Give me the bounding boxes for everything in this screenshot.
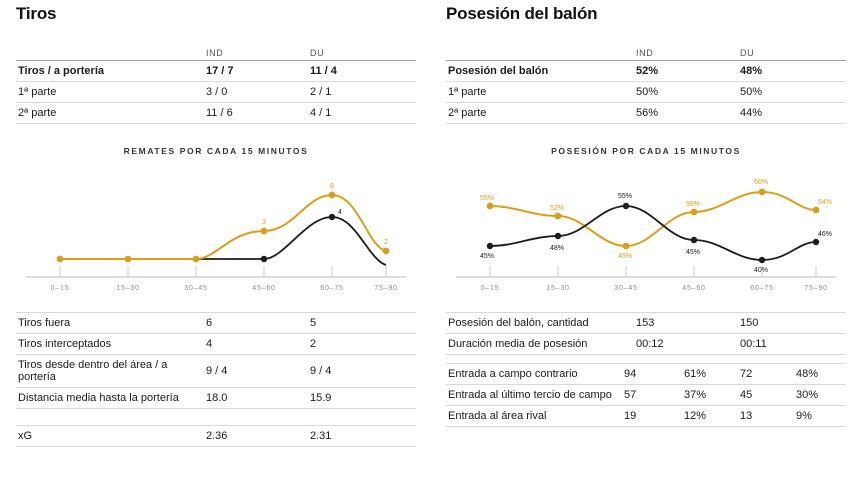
row-label: Posesión del balón, cantidad — [446, 313, 634, 334]
label-du-15-30: 48% — [550, 245, 565, 252]
row-value-ind-pct: 37% — [682, 385, 738, 406]
row-value-du: 9 / 4 — [308, 355, 416, 388]
header-team-ind: IND — [206, 48, 224, 58]
row-value-ind: 18.0 — [204, 388, 308, 409]
xtick-label-0: 0–15 — [480, 285, 500, 292]
row-label: Tiros desde dentro del área / a portería — [16, 355, 204, 388]
row-label: 1ª parte — [446, 82, 634, 103]
row-label: Posesión del balón — [446, 61, 634, 82]
label-ind-75-90: 2 — [384, 239, 388, 246]
point-ind-75-90 — [383, 248, 390, 255]
xtick-label-3: 45–60 — [252, 285, 276, 292]
series-du-line — [60, 217, 386, 265]
label-ind-75-90: 54% — [818, 199, 833, 206]
row-value-du: 00:11 — [738, 334, 846, 355]
label-du-60-75: 40% — [754, 267, 769, 274]
label-ind-45-60: 3 — [262, 219, 266, 226]
point-ind-45-60 — [691, 209, 698, 216]
row-label: Entrada a campo contrario — [446, 364, 622, 385]
label-ind-45-60: 55% — [686, 201, 701, 208]
row-label: 1ª parte — [16, 82, 204, 103]
shots-summary-table — [16, 44, 416, 124]
row-value-du-count: 45 — [738, 385, 794, 406]
xtick-label-4: 60–75 — [750, 285, 774, 292]
chart-possession-svg — [446, 162, 846, 302]
table-row — [16, 388, 416, 409]
table-row — [16, 355, 416, 388]
row-value-ind: 3 / 0 — [204, 82, 308, 103]
chart-title-shots: REMATES POR CADA 15 MINUTOS — [123, 146, 309, 156]
label-du-0-15: 45% — [480, 253, 495, 260]
table-row — [16, 82, 416, 103]
point-ind-60-75 — [759, 189, 766, 196]
row-value-du: 2 / 1 — [308, 82, 416, 103]
row-value-ind: 6 — [204, 313, 308, 334]
label-du-30-45: 55% — [618, 193, 633, 200]
table-row — [16, 313, 416, 334]
row-value-ind-count: 19 — [622, 406, 682, 427]
row-label: 2ª parte — [446, 103, 634, 124]
table-row — [446, 364, 846, 385]
point-du-0-15 — [487, 243, 493, 249]
row-value-ind: 2.36 — [204, 426, 308, 447]
point-ind-15-30 — [555, 213, 562, 220]
row-value-ind-pct: 12% — [682, 406, 738, 427]
label-ind-15-30: 52% — [550, 205, 565, 212]
label-ind-60-75: 6 — [330, 183, 334, 190]
row-label: 2ª parte — [16, 103, 204, 124]
row-label-xg: xG — [16, 426, 204, 447]
row-value-du: 15.9 — [308, 388, 416, 409]
point-ind-45-60 — [261, 228, 268, 235]
row-label: Entrada al área rival — [446, 406, 622, 427]
table-row — [446, 61, 846, 82]
point-ind-0-15 — [57, 256, 64, 263]
row-value-ind: 4 — [204, 334, 308, 355]
entries-table — [446, 363, 846, 427]
page-title-right: Posesión del balón — [446, 4, 598, 23]
row-value-du-count: 13 — [738, 406, 794, 427]
chart-possession-per-15min — [446, 162, 846, 312]
xtick-label-5: 75–90 — [804, 285, 828, 292]
xtick-label-4: 60–75 — [320, 285, 344, 292]
row-value-du: 44% — [738, 103, 846, 124]
label-du-75-90: 46% — [818, 231, 833, 238]
row-value-ind: 11 / 6 — [204, 103, 308, 124]
panel-tiros — [16, 0, 416, 447]
point-du-45-60 — [261, 256, 267, 262]
row-value-ind: 17 / 7 — [204, 61, 308, 82]
row-value-du-count: 72 — [738, 364, 794, 385]
label-ind-30-45: 45% — [618, 253, 633, 260]
table-header-row — [446, 44, 846, 61]
row-value-du-pct: 48% — [794, 364, 846, 385]
table-row — [446, 385, 846, 406]
xtick-label-3: 45–60 — [682, 285, 706, 292]
label-ind-0-15: 55% — [480, 195, 495, 202]
shots-detail-table — [16, 312, 416, 447]
table-row — [16, 103, 416, 124]
xtick-label-2: 30–45 — [184, 285, 208, 292]
table-row — [16, 334, 416, 355]
header-team-du: DU — [740, 48, 755, 58]
row-value-du-pct: 9% — [794, 406, 846, 427]
row-value-du: 4 / 1 — [308, 103, 416, 124]
point-ind-15-30 — [125, 256, 132, 263]
label-du-45-60: 45% — [686, 249, 701, 256]
label-ind-60-75: 60% — [754, 179, 769, 186]
table-spacer — [16, 409, 416, 426]
row-value-ind: 00:12 — [634, 334, 738, 355]
point-du-45-60 — [691, 237, 697, 243]
point-du-15-30 — [555, 233, 561, 239]
point-du-60-75 — [329, 214, 335, 220]
row-label: Tiros fuera — [16, 313, 204, 334]
point-du-30-45 — [623, 203, 629, 209]
row-value-ind-count: 57 — [622, 385, 682, 406]
row-value-ind-count: 94 — [622, 364, 682, 385]
series-ind-line — [60, 195, 386, 259]
point-ind-75-90 — [813, 207, 820, 214]
row-value-ind: 9 / 4 — [204, 355, 308, 388]
table-row — [446, 334, 846, 355]
table-row — [446, 103, 846, 124]
row-value-du: 150 — [738, 313, 846, 334]
panel-posesion — [446, 0, 846, 427]
row-label: Tiros / a portería — [16, 61, 204, 82]
table-header-row — [16, 44, 416, 61]
row-value-ind-pct: 61% — [682, 364, 738, 385]
row-value-du: 2.31 — [308, 426, 416, 447]
row-value-ind: 50% — [634, 82, 738, 103]
chart-title-possession: POSESIÓN POR CADA 15 MINUTOS — [551, 146, 741, 156]
table-row — [446, 82, 846, 103]
table-row — [16, 426, 416, 447]
header-blank — [16, 44, 204, 61]
xtick-label-5: 75–90 — [374, 285, 398, 292]
header-team-ind: IND — [636, 48, 654, 58]
point-ind-30-45 — [193, 256, 200, 263]
possession-detail-table — [446, 312, 846, 355]
table-row — [16, 61, 416, 82]
xtick-label-0: 0–15 — [50, 285, 70, 292]
xtick-label-2: 30–45 — [614, 285, 638, 292]
row-label: Entrada al último tercio de campo — [446, 385, 622, 406]
table-row — [446, 406, 846, 427]
row-value-du: 5 — [308, 313, 416, 334]
row-value-ind: 153 — [634, 313, 738, 334]
chart-shots-per-15min — [16, 162, 416, 312]
row-value-ind: 52% — [634, 61, 738, 82]
row-value-du: 2 — [308, 334, 416, 355]
table-row — [446, 313, 846, 334]
point-du-60-75 — [759, 257, 765, 263]
table-gap — [446, 355, 846, 363]
header-team-du: DU — [310, 48, 325, 58]
label-du-60-75: 4 — [338, 209, 342, 216]
point-ind-60-75 — [329, 192, 336, 199]
point-ind-0-15 — [487, 203, 494, 210]
page-title-left: Tiros — [16, 4, 57, 23]
row-value-du: 50% — [738, 82, 846, 103]
row-value-du: 48% — [738, 61, 846, 82]
row-label: Distancia media hasta la portería — [16, 388, 204, 409]
row-label: Tiros interceptados — [16, 334, 204, 355]
xtick-label-1: 15–30 — [116, 285, 140, 292]
row-value-ind: 56% — [634, 103, 738, 124]
point-du-75-90 — [813, 239, 819, 245]
xtick-label-1: 15–30 — [546, 285, 570, 292]
chart-shots-svg — [16, 162, 416, 302]
possession-summary-table — [446, 44, 846, 124]
row-value-du-pct: 30% — [794, 385, 846, 406]
row-value-du: 11 / 4 — [308, 61, 416, 82]
row-label: Duración media de posesión — [446, 334, 634, 355]
header-blank — [446, 44, 634, 61]
point-ind-30-45 — [623, 243, 630, 250]
